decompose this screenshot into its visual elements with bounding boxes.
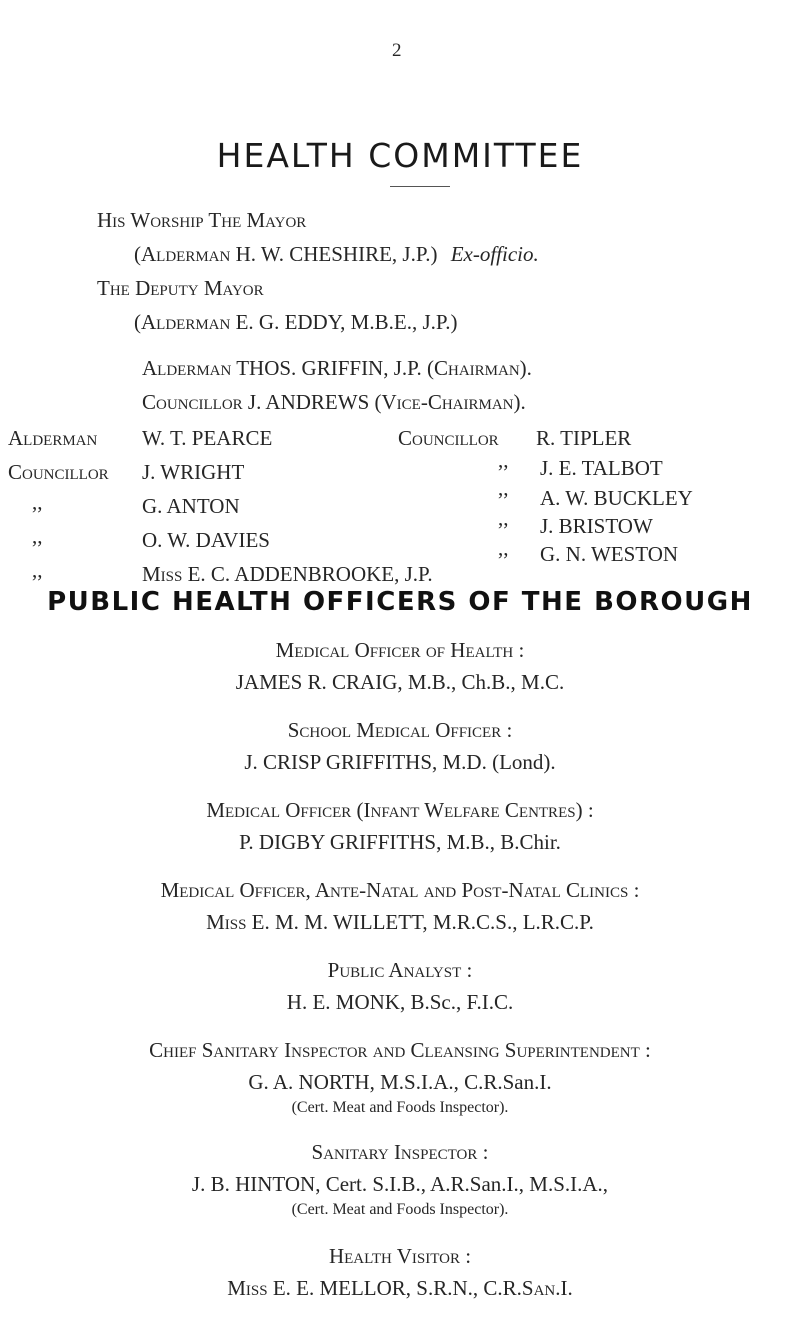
- officers-heading: PUBLIC HEALTH OFFICERS OF THE BOROUGH: [47, 587, 753, 617]
- officer-name: H. E. MONK, B.Sc., F.I.C.: [286, 990, 514, 1014]
- right-member-title: ,,: [498, 506, 509, 530]
- right-member-title: ,,: [498, 476, 509, 500]
- mayor-line: [134, 242, 539, 267]
- right-member-title: ,,: [498, 536, 509, 560]
- left-member-name: Miss E. C. ADDENBROOKE, J.P.: [142, 562, 433, 586]
- ex-officio-note: Ex-officio.: [450, 242, 539, 266]
- officer-name: P. DIGBY GRIFFITHS, M.B., B.Chir.: [239, 830, 561, 854]
- chairman: Alderman THOS. GRIFFIN, J.P. (Chairman).: [142, 356, 532, 380]
- officer-role: Medical Officer, Ante-Natal and Post-Natal Clinics :: [160, 878, 640, 902]
- officer-role: Chief Sanitary Inspector and Cleansing Superintendent :: [149, 1038, 651, 1062]
- committee-heading: HEALTH COMMITTEE: [216, 136, 584, 175]
- deputy-name: (Alderman E. G. EDDY, M.B.E., J.P.): [134, 310, 458, 334]
- left-member-name: O. W. DAVIES: [142, 528, 270, 552]
- left-member-name: G. ANTON: [142, 494, 240, 518]
- officer-name: G. A. NORTH, M.S.I.A., C.R.San.I.: [248, 1070, 552, 1094]
- vice-chairman: Councillor J. ANDREWS (Vice-Chairman).: [142, 390, 526, 414]
- right-member-title: Councillor: [398, 426, 499, 450]
- right-member-name: R. TIPLER: [536, 426, 632, 450]
- officer-name: J. CRISP GRIFFITHS, M.D. (Lond).: [244, 750, 556, 774]
- officer-role: Sanitary Inspector :: [311, 1140, 489, 1164]
- officer-name: JAMES R. CRAIG, M.B., Ch.B., M.C.: [235, 670, 565, 694]
- left-member-title: ,,: [32, 558, 43, 582]
- right-member-name: G. N. WESTON: [540, 542, 679, 566]
- page-number: 2: [392, 40, 402, 61]
- left-member-name: J. WRIGHT: [142, 460, 245, 484]
- right-member-name: J. E. TALBOT: [540, 456, 663, 480]
- left-member-title: Alderman: [8, 426, 98, 450]
- left-member-title: ,,: [32, 524, 43, 548]
- mayor-title: His Worship The Mayor: [97, 208, 307, 232]
- left-member-title: Councillor: [8, 460, 109, 484]
- officer-name: Miss E. E. MELLOR, S.R.N., C.R.San.I.: [227, 1276, 573, 1300]
- officer-role: Public Analyst :: [327, 958, 473, 982]
- left-member-title: ,,: [32, 490, 43, 514]
- heading-divider: [390, 186, 450, 187]
- officer-note: (Cert. Meat and Foods Inspector).: [291, 1201, 509, 1218]
- officer-role: School Medical Officer :: [287, 718, 513, 742]
- officer-role: Health Visitor :: [328, 1244, 472, 1268]
- officer-note: (Cert. Meat and Foods Inspector).: [291, 1099, 509, 1116]
- officer-name: J. B. HINTON, Cert. S.I.B., A.R.San.I., M.S.I.A.,: [191, 1172, 609, 1196]
- right-member-title: ,,: [498, 448, 509, 472]
- officer-role: Medical Officer of Health :: [275, 638, 525, 662]
- deputy-title: The Deputy Mayor: [97, 276, 264, 300]
- mayor-name: (Alderman H. W. CHESHIRE, J.P.): [134, 242, 438, 266]
- right-member-name: J. BRISTOW: [540, 514, 653, 538]
- officer-name: Miss E. M. M. WILLETT, M.R.C.S., L.R.C.P.: [206, 910, 594, 934]
- right-member-name: A. W. BUCKLEY: [540, 486, 693, 510]
- left-member-name: W. T. PEARCE: [142, 426, 273, 450]
- officer-role: Medical Officer (Infant Welfare Centres) :: [206, 798, 594, 822]
